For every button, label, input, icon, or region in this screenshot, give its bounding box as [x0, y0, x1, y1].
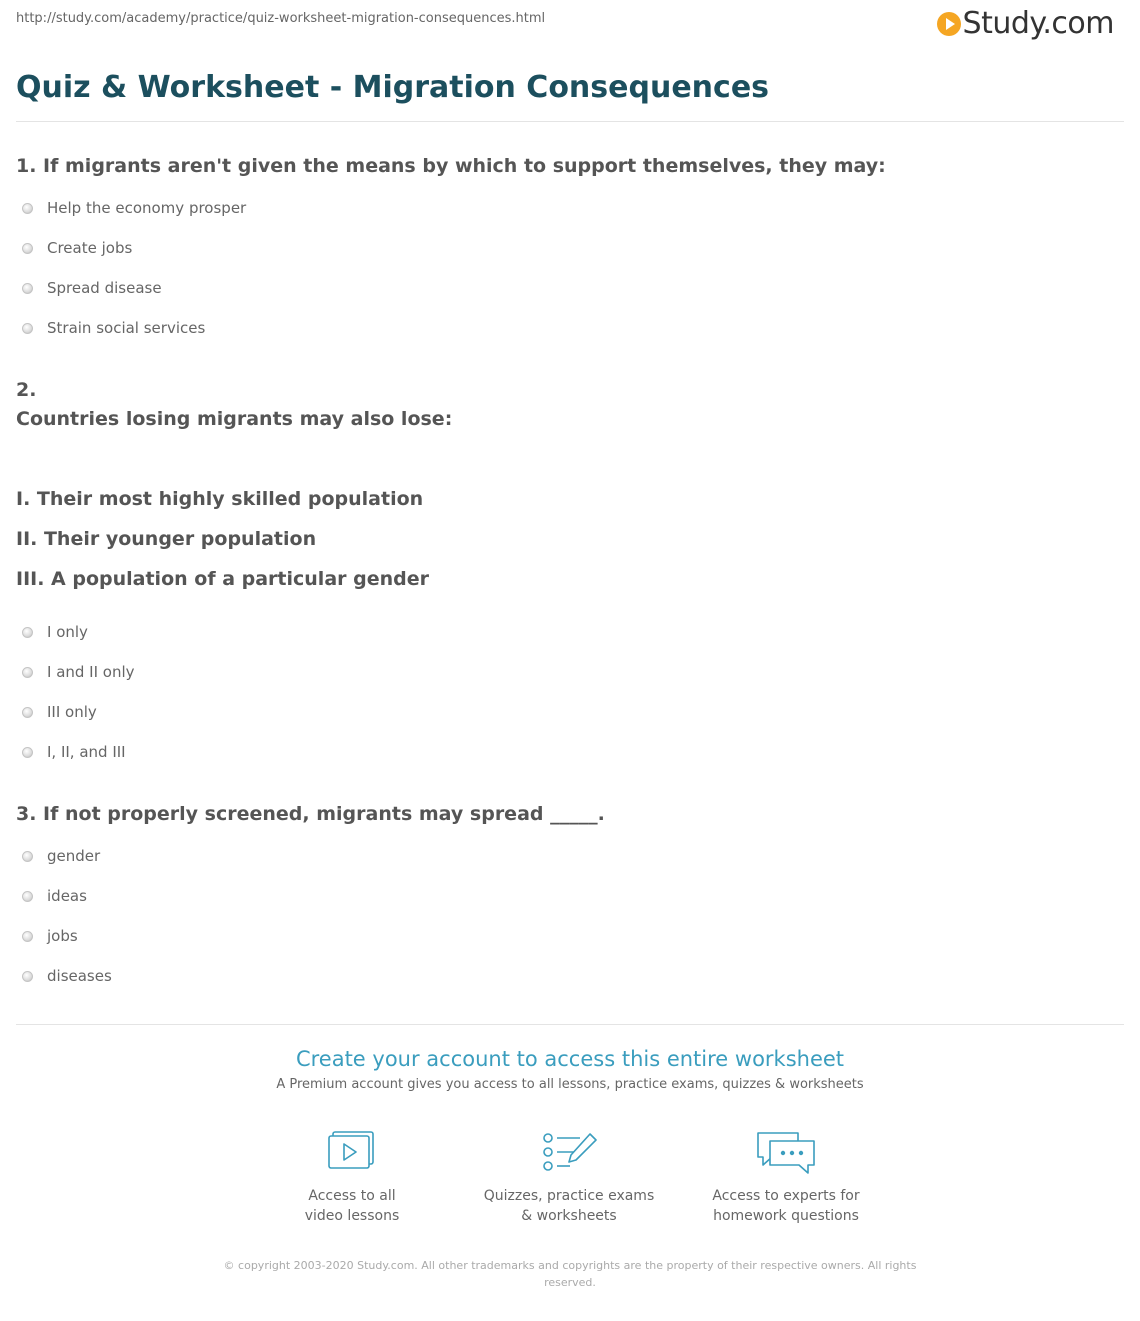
- radio-button[interactable]: [22, 931, 33, 942]
- feature-label: Access to all video lessons: [304, 1188, 400, 1224]
- question-2-number: 2.: [16, 379, 37, 401]
- radio-button[interactable]: [22, 667, 33, 678]
- radio-button[interactable]: [22, 627, 33, 638]
- answer-option[interactable]: I only: [22, 612, 135, 652]
- create-account-link[interactable]: Create your account to access this entire worksheet: [295, 1047, 845, 1071]
- premium-features: [0, 1130, 1140, 1240]
- question-3-options: [22, 836, 112, 996]
- quiz-checklist-icon: [540, 1130, 598, 1176]
- answer-option[interactable]: Create jobs: [22, 228, 246, 268]
- answer-option[interactable]: Spread disease: [22, 268, 246, 308]
- play-logo-icon: [937, 12, 961, 36]
- feature-video-lessons: [252, 1130, 452, 1226]
- feature-label: Access to experts for homework questions: [712, 1188, 860, 1224]
- statement-2: II. Their younger population: [16, 528, 317, 550]
- statement-1: I. Their most highly skilled population: [16, 488, 424, 510]
- answer-option[interactable]: Help the economy prosper: [22, 188, 246, 228]
- answer-option[interactable]: gender: [22, 836, 112, 876]
- radio-button[interactable]: [22, 971, 33, 982]
- radio-button[interactable]: [22, 203, 33, 214]
- answer-option[interactable]: I, II, and III: [22, 732, 135, 772]
- answer-option[interactable]: jobs: [22, 916, 112, 956]
- radio-button[interactable]: [22, 851, 33, 862]
- radio-button[interactable]: [22, 747, 33, 758]
- question-1-options: [22, 188, 246, 348]
- radio-button[interactable]: [22, 707, 33, 718]
- section-divider: [16, 1024, 1124, 1025]
- title-divider: [16, 121, 1124, 122]
- question-1-text: 1. If migrants aren't given the means by which to support themselves, they may:: [16, 155, 886, 177]
- answer-option[interactable]: Strain social services: [22, 308, 246, 348]
- radio-button[interactable]: [22, 323, 33, 334]
- copyright-notice: © copyright 2003-2020 Study.com. All other trademarks and copyrights are the property of their respective owners. All rights reserved.: [223, 1259, 917, 1289]
- page-title: Quiz & Worksheet - Migration Consequences: [16, 70, 770, 105]
- chat-experts-icon: [754, 1130, 818, 1176]
- question-2-options: [22, 612, 135, 772]
- answer-option[interactable]: diseases: [22, 956, 112, 996]
- study-logo[interactable]: [937, 6, 1114, 41]
- page-url: http://study.com/academy/practice/quiz-worksheet-migration-consequences.html: [16, 11, 546, 26]
- feature-quizzes: [469, 1130, 669, 1226]
- feature-label: Quizzes, practice exams & worksheets: [483, 1188, 655, 1224]
- logo-text: Study.com: [962, 6, 1114, 41]
- answer-option[interactable]: I and II only: [22, 652, 135, 692]
- radio-button[interactable]: [22, 891, 33, 902]
- promo-subtitle: A Premium account gives you access to all lessons, practice exams, quizzes & worksheets: [276, 1077, 864, 1092]
- video-lessons-icon: [325, 1130, 379, 1176]
- radio-button[interactable]: [22, 243, 33, 254]
- feature-experts: [686, 1130, 886, 1226]
- question-3-text: 3. If not properly screened, migrants may spread _____.: [16, 803, 605, 825]
- statement-3: III. A population of a particular gender: [16, 568, 429, 590]
- question-2-text: Countries losing migrants may also lose:: [16, 408, 453, 430]
- radio-button[interactable]: [22, 283, 33, 294]
- answer-option[interactable]: ideas: [22, 876, 112, 916]
- answer-option[interactable]: III only: [22, 692, 135, 732]
